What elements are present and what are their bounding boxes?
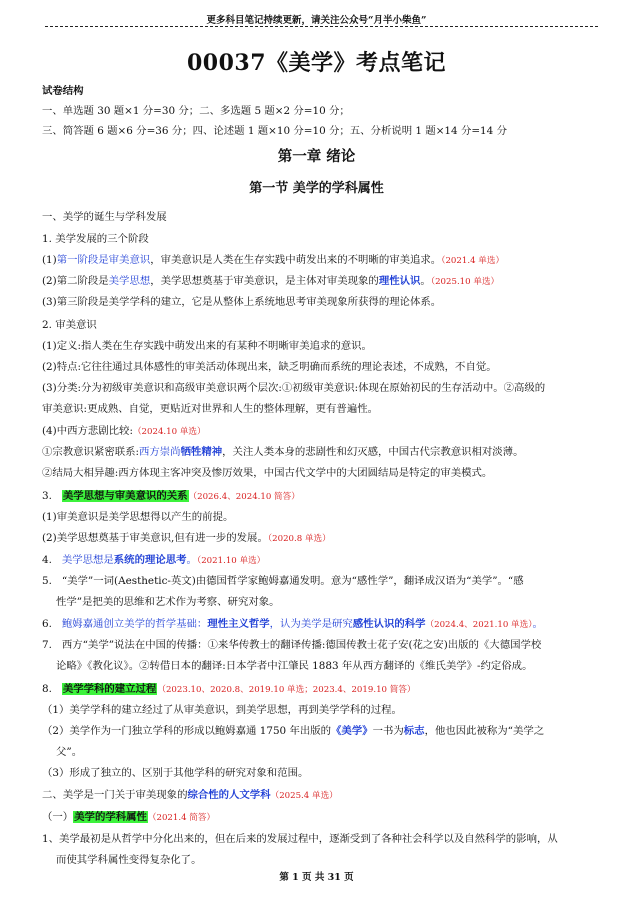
s8-point-2-line-2: 父”。 bbox=[56, 746, 83, 758]
page-footer: 第 1 页 共 31 页 bbox=[279, 872, 354, 883]
paragraph-1-line-2: 而使其学科属性变得复杂化了。 bbox=[56, 854, 202, 866]
s6-line: 6. 鲍姆嘉通创立美学的哲学基础：理性主义哲学，认为美学是研究感性认识的科学（2024.4、2021.10 单选）。 bbox=[42, 618, 543, 630]
s2-point-4: (4)中西方悲剧比较:（2024.10 单选） bbox=[42, 425, 206, 437]
s2-point-5: ①宗教意识紧密联系:西方崇尚牺牲精神，关注人类本身的悲剧性和幻灭感，中国古代宗教意识相对淡薄。 bbox=[42, 446, 524, 458]
subsection-1-heading: （一）美学的学科属性（2021.4 简答） bbox=[42, 811, 216, 823]
s8-point-2-line-1: （2）美学作为一门独立学科的形成以鲍姆嘉通 1750 年出版的《美学》一书为标志，他也因此被称为“美学之 bbox=[42, 725, 545, 737]
s2-point-3-line-2: 审美意识:更成熟、自觉，更贴近对世界和人生的整体理解，更有普遍性。 bbox=[42, 403, 378, 415]
s2-heading: 2. 审美意识 bbox=[42, 319, 97, 331]
s8-highlight: 美学学科的建立过程 bbox=[62, 683, 157, 695]
s2-point-6: ②结局大相异趣:西方体现主客冲突及惨厉效果，中国古代文学中的大团圆结局是特定的审美模式。 bbox=[42, 467, 493, 479]
s3-highlight: 美学思想与审美意识的关系 bbox=[62, 490, 188, 502]
s8-heading: 8. 美学学科的建立过程（2023.10、2020.8、2019.10 单选；2023.4、2019.10 简答） bbox=[42, 683, 416, 695]
part-2-heading: 二、美学是一门关于审美现象的综合性的人文学科（2025.4 单选） bbox=[42, 789, 338, 801]
section-heading: 第一节 美学的学科属性 bbox=[249, 181, 384, 196]
exam-structure-line-1: 一、单选题 30 题×1 分=30 分；二、多选题 5 题×2 分=10 分； bbox=[42, 105, 350, 117]
s1-point-2: (2)第二阶段是美学思想，美学思想奠基于审美意识，是主体对审美现象的理性认识。（2025.10 单选） bbox=[42, 275, 500, 287]
header-divider bbox=[45, 26, 598, 27]
part-1-heading: 一、美学的诞生与学科发展 bbox=[42, 211, 167, 223]
s3-point-1: (1)审美意识是美学思想得以产生的前提。 bbox=[42, 511, 234, 523]
s2-point-1: (1)定义:指人类在生存实践中萌发出来的有某种不明晰审美追求的意识。 bbox=[42, 340, 372, 352]
s2-point-2: (2)特点:它往往通过具体感性的审美活动体现出来，缺乏明确而系统的理论表述，不成熟，不自觉。 bbox=[42, 361, 497, 373]
s2-point-3-line-1: (3)分类:分为初级审美意识和高级审美意识两个层次:①初级审美意识:体现在原始初民的生存活动中。②高级的 bbox=[42, 382, 546, 394]
document-title: 00037《美学》考点笔记 bbox=[186, 50, 447, 76]
page-header-notice: 更多科目笔记持续更新，请关注公众号“月半小柴鱼” bbox=[206, 15, 427, 26]
s8-point-1: （1）美学学科的建立经过了从审美意识，到美学思想，再到美学学科的过程。 bbox=[42, 704, 402, 716]
chapter-heading: 第一章 绪论 bbox=[277, 148, 356, 165]
s4-line: 4. 美学思想是系统的理论思考。（2021.10 单选） bbox=[42, 554, 266, 566]
s8-point-3: （3）形成了独立的、区别于其他学科的研究对象和范围。 bbox=[42, 767, 309, 779]
s7-line-1: 7. 西方“美学”说法在中国的传播：①来华传教士的翻译传播:德国传教士花子安(花之安)出版的《大德国学校 bbox=[42, 639, 542, 651]
s1-heading: 1. 美学发展的三个阶段 bbox=[42, 233, 149, 245]
exam-structure-heading: 试卷结构 bbox=[42, 85, 84, 97]
s3-point-2: (2)美学思想奠基于审美意识,但有进一步的发展。（2020.8 单选） bbox=[42, 532, 331, 544]
s5-line-2: 性学”是把美的思维和艺术作为考察、研究对象。 bbox=[56, 596, 280, 608]
s1-point-1: (1)第一阶段是审美意识，审美意识是人类在生存实践中萌发出来的不明晰的审美追求。（2021.4 单选） bbox=[42, 254, 505, 266]
paragraph-1-line-1: 1、美学最初是从哲学中分化出来的，但在后来的发展过程中，逐渐受到了各种社会科学以及自然科学的影响，从 bbox=[42, 833, 558, 845]
subsection-1-highlight: 美学的学科属性 bbox=[74, 811, 147, 823]
s7-line-2: 论略》《教化议》。②转借日本的翻译:日本学者中江肇民 1883 年从西方翻译的《维氏美学》-约定俗成。 bbox=[56, 660, 533, 672]
s5-line-1: 5. “美学”一词(Aesthetic-英文)由德国哲学家鲍姆嘉通发明。意为“感性学”，翻译成汉语为“美学”。“感 bbox=[42, 575, 524, 587]
s3-heading: 3. 美学思想与审美意识的关系（2026.4、2024.10 简答） bbox=[42, 490, 300, 502]
exam-structure-line-2: 三、简答题 6 题×6 分=36 分；四、论述题 1 题×10 分=10 分；五、分析说明 1 题×14 分=14 分 bbox=[42, 125, 507, 137]
s1-point-3: (3)第三阶段是美学学科的建立，它是从整体上系统地思考审美现象所获得的理论体系。 bbox=[42, 296, 442, 308]
